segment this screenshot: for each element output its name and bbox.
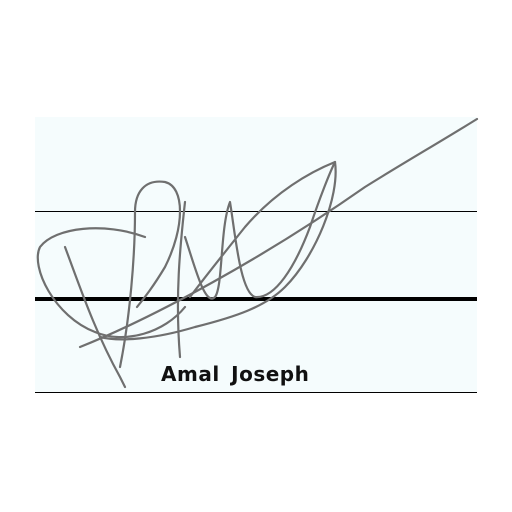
signature-sweep-stroke bbox=[80, 119, 477, 347]
signature-descender-stroke bbox=[65, 247, 125, 387]
signer-name: Amal Joseph bbox=[161, 362, 310, 386]
signature-wave-stroke bbox=[185, 162, 335, 299]
handwritten-signature bbox=[35, 117, 477, 393]
signature-loop-stroke bbox=[38, 228, 185, 337]
signature-card bbox=[35, 117, 477, 393]
